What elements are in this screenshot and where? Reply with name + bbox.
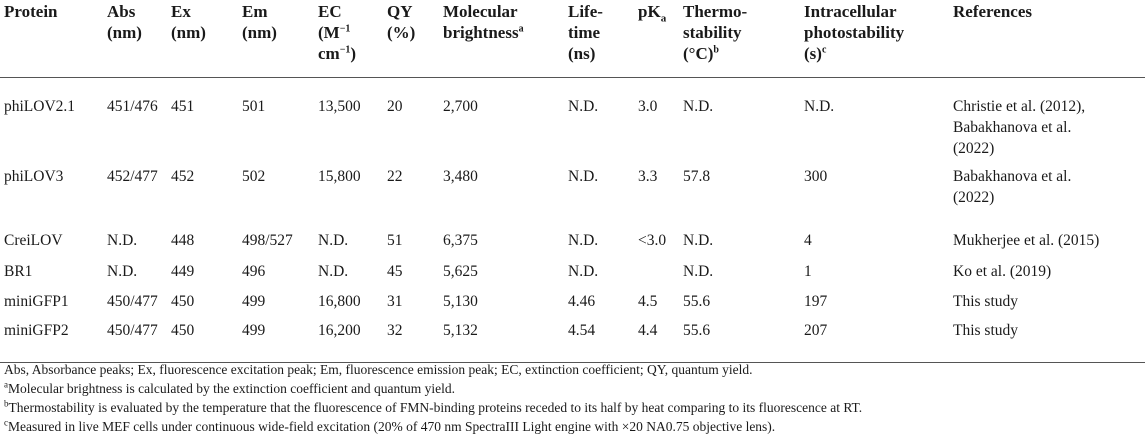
cell-em: 499 [242,322,266,339]
cell-em: 502 [242,168,266,185]
cell-ec: 15,800 [318,168,361,185]
cell-ex: 452 [171,168,195,185]
cell-intracellular-photostability: 300 [804,168,828,185]
cell-pka: 4.5 [638,293,658,310]
footnote-abbreviations: Abs, Absorbance peaks; Ex, fluorescence excitation peak; Em, fluorescence emission peak; EC, extinction coefficient; QY, quantum yield. [4,362,753,377]
cell-intracellular-photostability: 1 [804,263,812,280]
cell-thermostability: N.D. [683,97,714,115]
cell-em: 501 [242,97,266,115]
cell-molecular-brightness: 5,132 [443,322,478,339]
cell-ex: 450 [171,322,195,339]
cell-protein: CreiLOV [4,232,63,249]
cell-ex: 451 [171,97,195,115]
table-row [0,77,1145,162]
cell-intracellular-photostability: 207 [804,322,828,339]
cell-protein: BR1 [4,263,33,280]
cell-qy: 31 [387,293,403,310]
cell-intracellular-photostability: 197 [804,293,828,310]
cell-qy: 20 [387,97,403,115]
cell-references: This study [953,322,1019,339]
cell-intracellular-photostability: 4 [804,232,812,249]
cell-references: Mukherjee et al. (2015) [953,232,1100,249]
cell-em: 498/527 [242,232,293,249]
cell-lifetime: 4.54 [568,322,596,339]
cell-thermostability: 57.8 [683,168,711,185]
cell-pka: 4.4 [638,322,658,339]
cell-protein: miniGFP2 [4,322,69,339]
cell-ec: 16,200 [318,322,361,339]
cell-qy: 51 [387,232,403,249]
cell-qy: 22 [387,168,403,185]
cell-ec: N.D. [318,263,349,280]
cell-thermostability: 55.6 [683,322,711,339]
cell-pka [634,257,679,287]
col-header-protein: Protein [4,2,58,21]
cell-protein: phiLOV2.1 [4,97,76,115]
col-header-lifetime: Life- time (ns) [568,2,603,63]
cell-thermostability: N.D. [683,263,714,280]
cell-ex: 448 [171,232,195,249]
cell-ex: 450 [171,293,195,310]
cell-qy: 32 [387,322,403,339]
cell-em: 499 [242,293,266,310]
cell-lifetime: N.D. [568,232,599,249]
cell-protein: miniGFP1 [4,293,69,310]
cell-ex: 449 [171,263,195,280]
cell-abs: 451/476 [107,97,158,115]
cell-molecular-brightness: 5,130 [443,293,478,310]
col-header-thermostability: Thermo- stability $(^\circ C)^b$ [683,2,748,63]
footnote-b: $^b$Thermostability is evaluated by the temperature that the fluorescence of FMN-binding proteins receded to its half by heat comparing to its fluorescence at RT. [4,398,863,415]
col-header-qy: QY (%) [387,2,416,42]
cell-intracellular-photostability: N.D. [804,97,835,115]
cell-references: Babakhanova et al. (2022) [953,168,1072,206]
table-row [0,287,1145,316]
cell-pka: 3.3 [638,168,658,185]
table-row [0,316,1145,362]
cell-lifetime: N.D. [568,263,599,280]
col-header-references: References [953,2,1032,21]
cell-molecular-brightness: 2,700 [443,97,478,115]
col-header-intracellular-photostability: Intracellular photostability $(s)^c$ [804,2,905,63]
cell-references: Christie et al. (2012), Babakhanova et al. (2022) [953,97,1086,157]
footnote-a: $^a$Molecular brightness is calculated by the extinction coefficient and quantum yield. [4,379,455,396]
table-header-row [0,0,1145,77]
cell-abs: 452/477 [107,168,158,185]
cell-em: 496 [242,263,266,280]
cell-pka: <3.0 [638,232,667,249]
cell-molecular-brightness: 3,480 [443,168,478,185]
cell-ec: 13,500 [318,97,361,115]
col-header-abs: Abs (nm) [107,2,142,42]
cell-molecular-brightness: 6,375 [443,232,478,249]
cell-references: Ko et al. (2019) [953,263,1052,280]
table-footnotes [4,360,1141,436]
cell-thermostability: N.D. [683,232,714,249]
cell-lifetime: N.D. [568,97,599,115]
col-header-ex: Ex (nm) [171,2,206,42]
cell-protein: phiLOV3 [4,168,64,185]
cell-abs: 450/477 [107,293,158,310]
cell-lifetime: N.D. [568,168,599,185]
cell-ec: 16,800 [318,293,361,310]
cell-abs: N.D. [107,232,138,249]
col-header-molecular-brightness: Molecular brightness$^a$ [443,2,524,42]
col-header-ec: EC ($M^{-1}$ $cm^{-1}$) [318,2,357,63]
table-row [0,226,1145,257]
cell-ec: N.D. [318,232,349,249]
col-header-pka: $pK_a$ [638,2,667,25]
cell-pka: 3.0 [638,97,658,115]
cell-qy: 45 [387,263,403,280]
col-header-em: Em (nm) [242,2,277,42]
table-row [0,257,1145,287]
cell-lifetime: 4.46 [568,293,596,310]
cell-thermostability: 55.6 [683,293,711,310]
table-row [0,162,1145,226]
cell-abs: 450/477 [107,322,158,339]
footnote-c: $^c$Measured in live MEF cells under continuous wide-field excitation (20% of 470 nm SpectraIII Light engine with ×20 NA0.75 objective lens). [4,417,776,434]
cell-abs: N.D. [107,263,138,280]
cell-references: This study [953,293,1019,310]
cell-molecular-brightness: 5,625 [443,263,478,280]
